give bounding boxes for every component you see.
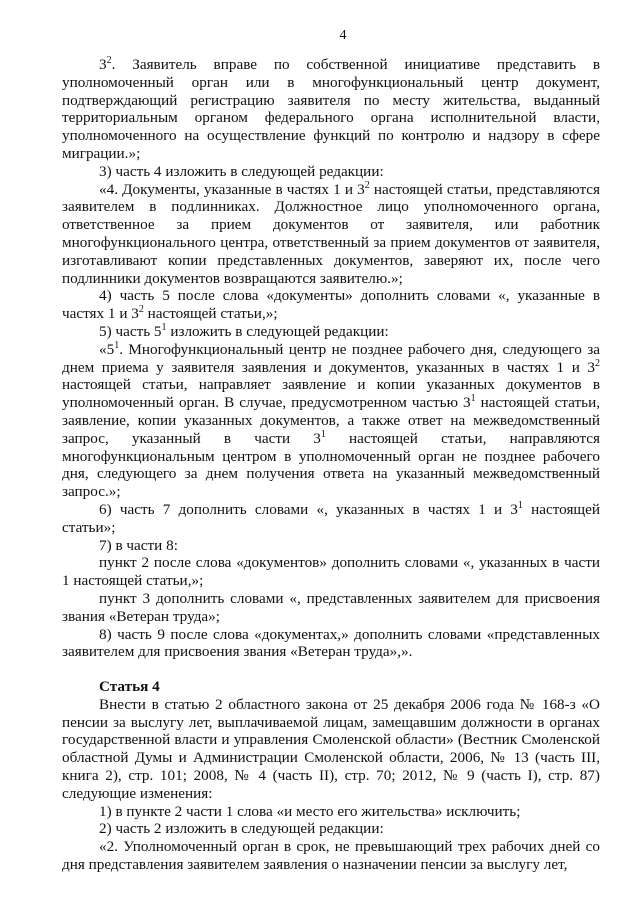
- paragraph: «2. Уполномоченный орган в срок, не превышающий трех рабочих дней со дня представления заявителем заявления о назначении пенсии за выслугу лет,: [62, 838, 600, 874]
- paragraph: 1) в пункте 2 части 1 слова «и место его жительства» исключить;: [99, 802, 521, 820]
- paragraph: Внести в статью 2 областного закона от 25 декабря 2006 года № 168-з «О пенсии за выслугу лет, выплачиваемой лицам, замещавшим должности в органах государственной власти и управления Смоленской области» (Вестник Смоленской областной Думы и Администрации Смоленской области, 2006, № 13 (часть III, книга 2), стр. 101; 2008, № 4 (часть II), стр. 70; 2012, № 9 (часть I), стр. 87) следующие изменения:: [62, 695, 600, 802]
- paragraph: 6) часть 7 дополнить словами «, указанных в частях 1 и $3^1$ настоящей статьи»;: [62, 499, 600, 536]
- paragraph: пункт 2 после слова «документов» дополнить словами «, указанных в части 1 настоящей статьи,»;: [62, 554, 600, 590]
- paragraph: 8) часть 9 после слова «документах,» дополнить словами «представленных заявителем для присвоения звания «Ветеран труда»,».: [62, 625, 600, 661]
- page-number: 4: [339, 28, 347, 43]
- paragraph: 4) часть 5 после слова «документы» дополнить словами «, указанные в частях 1 и $3^2$ настоящей статьи,»;: [62, 287, 600, 323]
- paragraph: «$5^1$. Многофункциональный центр не позднее рабочего дня, следующего за днем приема у заявителя заявления и документов, указанных в частях 1 и $3^2$ настоящей статьи, направляет заявление и копии указанных документов в уполномоченный орган. В случае, предусмотренном частью $3^1$ настоящей статьи, заявление, копии указанных документов, а также ответ на межведомственный запрос, указанный в части $3^1$ настоящей статьи, направляются многофункциональным центром в уполномоченный орган не позднее рабочего дня, следующего за днем получения ответа на указанный межведомственный запрос.»;: [62, 339, 600, 501]
- paragraph: пункт 3 дополнить словами «, представленных заявителем для присвоения звания «Ветеран труда»;: [62, 589, 600, 625]
- spacer: [62, 661, 600, 678]
- paragraph: 3) часть 4 изложить в следующей редакции:: [99, 162, 384, 180]
- paragraph: $3^2$. Заявитель вправе по собственной инициативе представить в уполномоченный орган или в многофункциональный центр документ, подтверждающий регистрацию заявителя по месту жительства, выданный территориальным органом федерального органа исполнительной власти, уполномоченного на осуществление функций по контролю и надзору в сфере миграции.»;: [62, 54, 600, 162]
- paragraph: 7) в части 8:: [99, 536, 178, 554]
- paragraph: «4. Документы, указанные в частях 1 и $3^2$ настоящей статьи, представляются заявителем в подлинниках. Должностное лицо уполномоченного органа, ответственное за прием документов от заявителя, или работник многофункционального центра, ответственный за прием документов от заявителя, изготавливают копии представленных документов, заверяют их, после чего подлинники документов возвращаются заявителю.»;: [62, 179, 600, 287]
- paragraph: 2) часть 2 изложить в следующей редакции:: [99, 820, 384, 838]
- article-heading: Статья 4: [99, 678, 160, 696]
- paragraph: 5) часть $5^1$ изложить в следующей редакции:: [99, 321, 389, 340]
- document-body: [62, 56, 600, 874]
